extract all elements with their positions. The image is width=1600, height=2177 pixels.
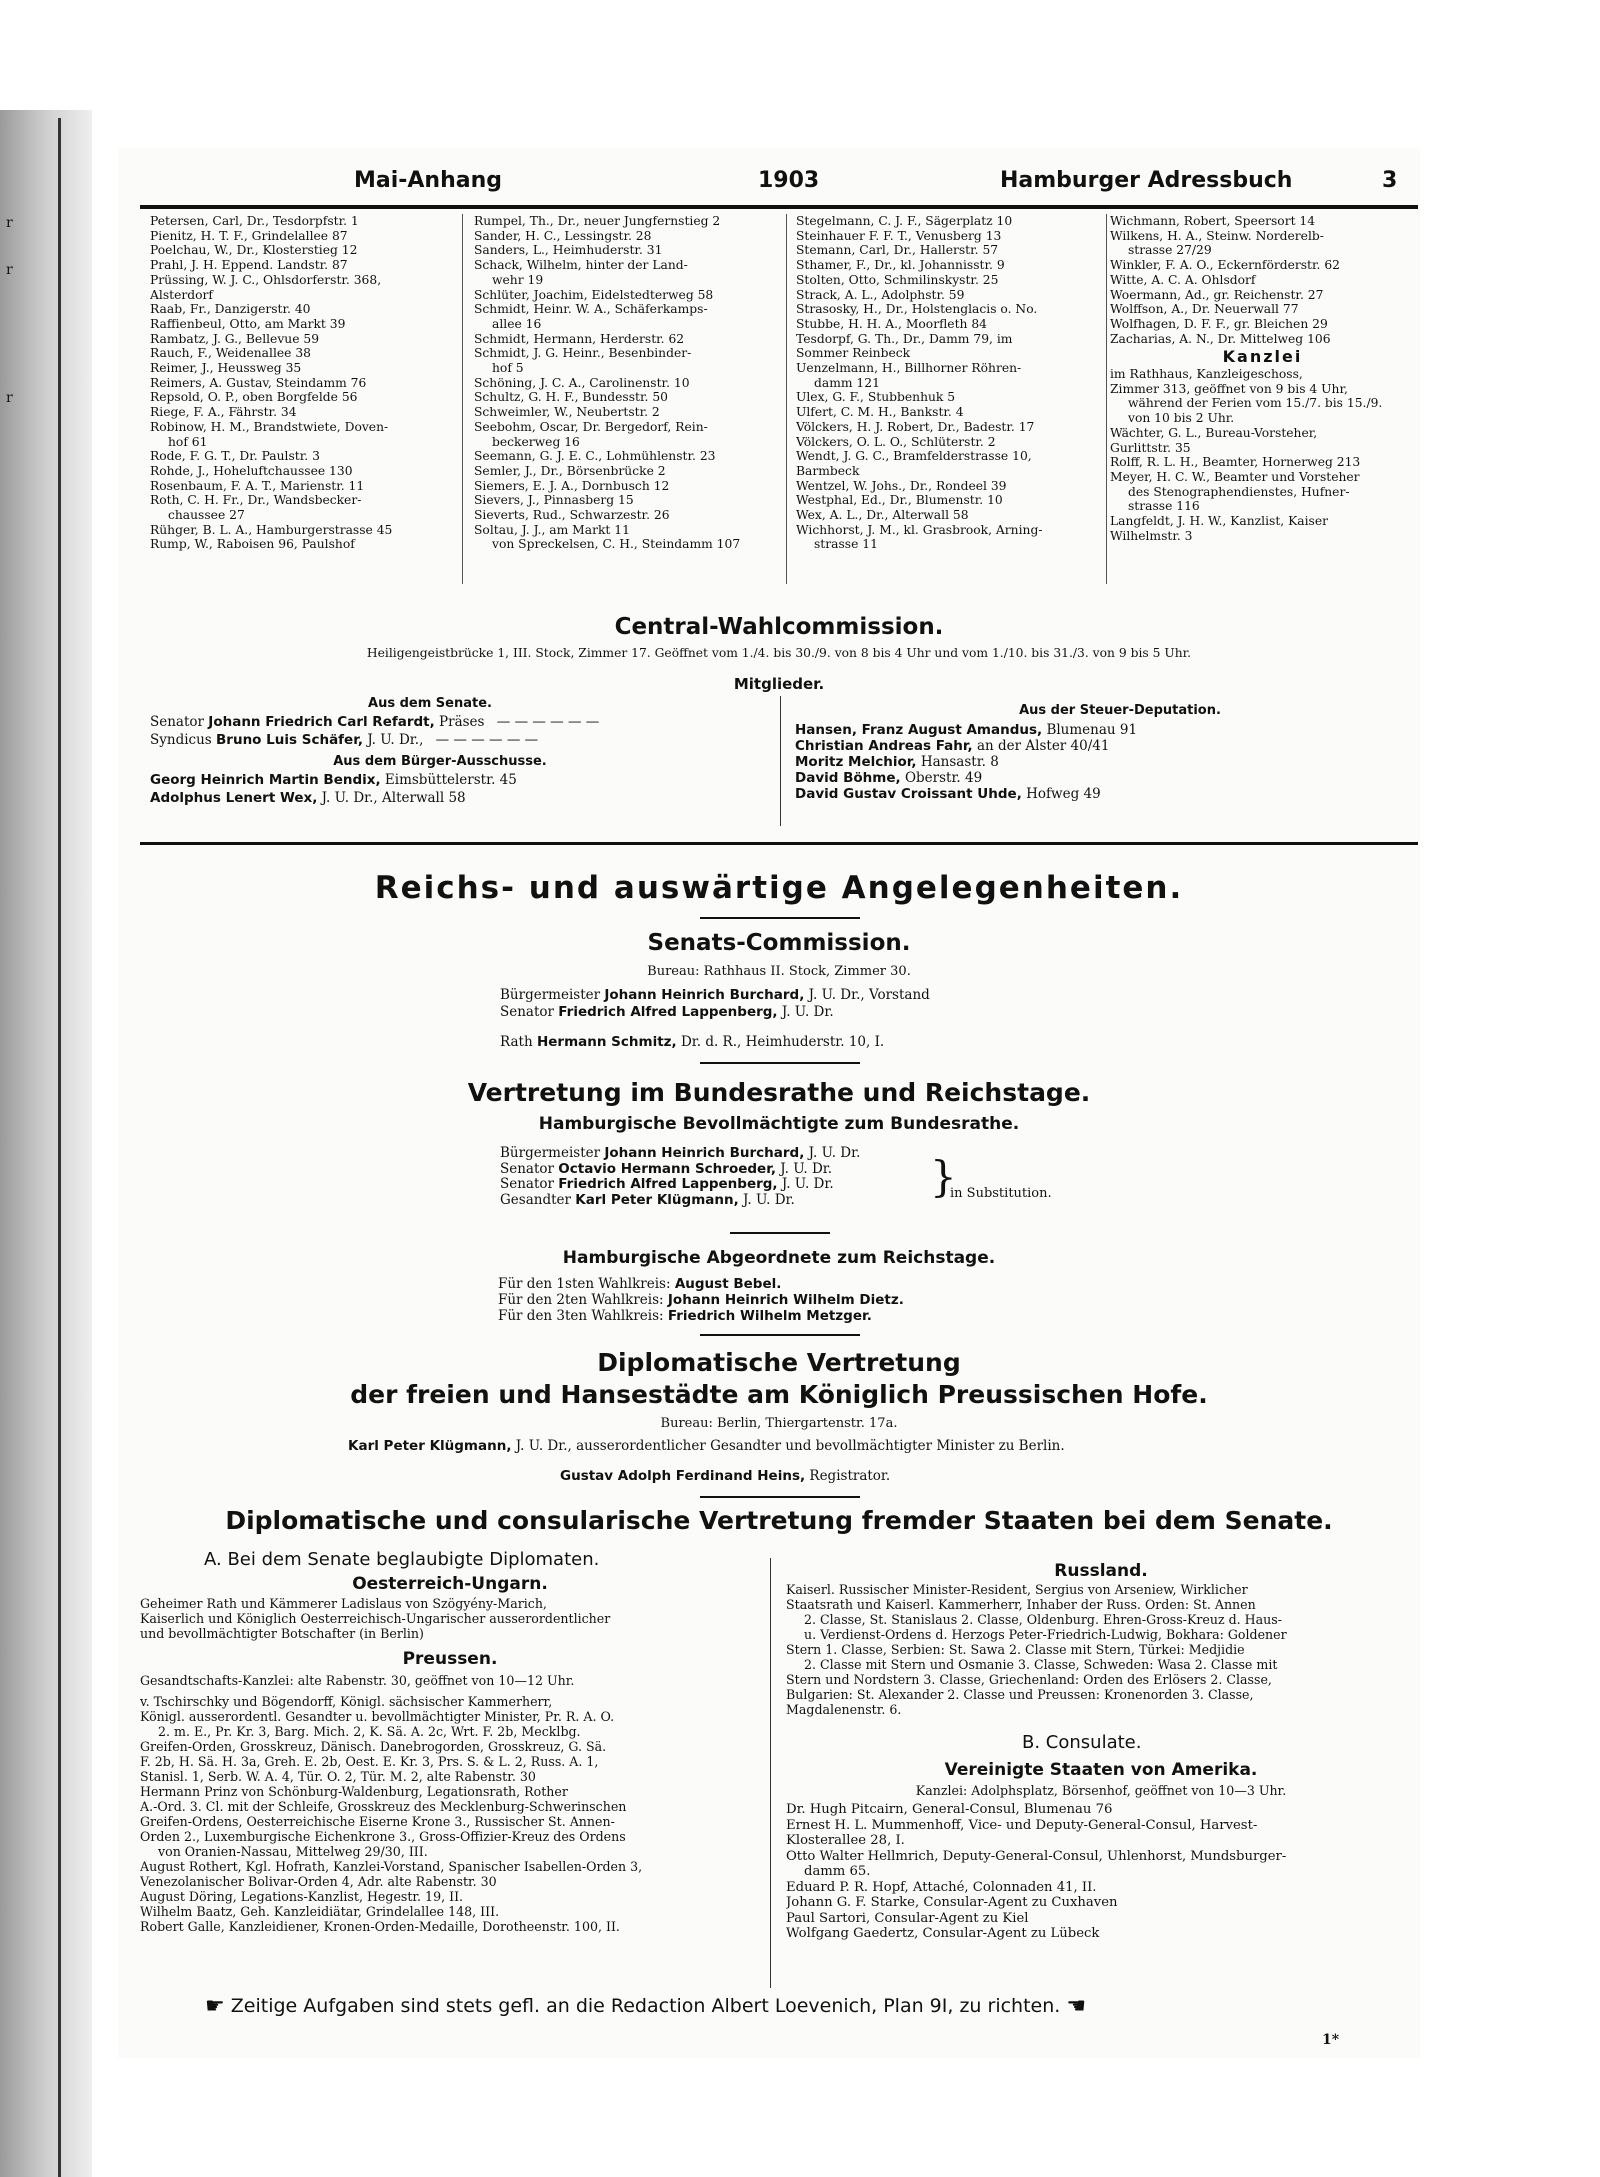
bundesrath-member [500, 1162, 860, 1178]
consular-entry: Klosterallee 28, I. [786, 1833, 905, 1848]
address-entry: Wilkens, H. A., Steinw. Norderelb- [1110, 228, 1324, 243]
address-entry: Riege, F. A., Fährstr. 34 [150, 405, 297, 420]
address-entry: Witte, A. C. A. Ohlsdorf [1110, 272, 1256, 287]
consular-entry: Dr. Hugh Pitcairn, General-Consul, Blumenau 76 [786, 1802, 1113, 1817]
address-entry: Seebohm, Oscar, Dr. Bergedorf, Rein- [474, 419, 708, 434]
address-entry: Prüssing, W. J. C., Ohlsdorferstr. 368, [150, 272, 382, 287]
address-entry: Rump, W., Raboisen 96, Paulshof [150, 537, 355, 552]
member-address: an der Alster 40/41 [976, 738, 1110, 754]
steuer-member [795, 738, 1137, 754]
short-rule [700, 1334, 860, 1336]
address-entry: Gurlittstr. 35 [1110, 440, 1191, 455]
text-line: A.-Ord. 3. Cl. mit der Schleife, Grosskreuz des Mecklenburg-Schwerinschen [140, 1799, 627, 1814]
address-entry: Wolffson, A., Dr. Neuerwall 77 [1110, 302, 1299, 317]
member-name: David Gustav Croissant Uhde, [795, 786, 1022, 802]
member-name: David Böhme, [795, 770, 901, 786]
address-entry: Völckers, O. L. O., Schlüterstr. 2 [796, 434, 996, 449]
buerger-member-2 [150, 790, 466, 806]
steuer-heading: Aus der Steuer-Deputation. [1019, 703, 1221, 718]
address-entry: Uenzelmann, H., Billhorner Röhren- [796, 361, 1022, 376]
address-entry: chaussee 27 [168, 508, 245, 523]
address-entry: Stubbe, H. H. A., Moorfleth 84 [796, 316, 987, 331]
steuer-member [795, 722, 1137, 738]
address-entry: Wolfhagen, D. F. F., gr. Bleichen 29 [1110, 316, 1328, 331]
list-column-2 [474, 214, 774, 552]
reichstag-subtitle: Hamburgische Abgeordnete zum Reichstage. [562, 1248, 996, 1268]
preussen-heading: Preussen. [402, 1649, 498, 1669]
head-rule [140, 205, 1418, 209]
short-rule [700, 1062, 860, 1064]
bundesrath-list [500, 1146, 860, 1208]
address-entry: Rode, F. G. T., Dr. Paulstr. 3 [150, 449, 320, 464]
gutter-fragment-2: r [6, 262, 13, 278]
head-page-number: 3 [1382, 168, 1398, 193]
member-name: Friedrich Alfred Lappenberg, [558, 1004, 778, 1020]
senats-member-1 [500, 987, 930, 1003]
text-line: August Rothert, Kgl. Hofrath, Kanzlei-Vorstand, Spanischer Isabellen-Orden 3, [140, 1859, 643, 1874]
consular-right-column [786, 1560, 1416, 1942]
member-role: Registrator. [809, 1468, 891, 1484]
text-line: Venezolanischer Bolivar-Orden 4, Adr. alte Rabenstr. 30 [140, 1874, 497, 1889]
member-role: J. U. Dr., [367, 732, 424, 748]
member-name: Johann Heinrich Wilhelm Dietz. [667, 1292, 904, 1308]
central-divider [780, 696, 781, 826]
address-entry: Siemers, E. J. A., Dornbusch 12 [474, 478, 670, 493]
list-column-4 [1110, 214, 1415, 543]
address-entry: Wächter, G. L., Bureau-Vorsteher, [1110, 425, 1318, 440]
head-title: Hamburger Adressbuch [1000, 168, 1293, 193]
address-entry: Schmidt, Heinr. W. A., Schäferkamps- [474, 302, 708, 317]
member-role: J. U. Dr. [808, 1145, 861, 1161]
address-entry: Wendt, J. G. C., Bramfelderstrasse 10, [796, 449, 1032, 464]
short-rule [700, 917, 860, 919]
text-line: und bevollmächtigter Botschafter (in Berlin) [140, 1626, 424, 1641]
text-line: Stern und Nordstern 3. Classe, Griechenland: Orden des Erlösers 2. Classe, [786, 1672, 1272, 1687]
list-column-3 [796, 214, 1096, 552]
address-entry: Strack, A. L., Adolphstr. 59 [796, 287, 965, 302]
member-address: Oberstr. 49 [904, 770, 983, 786]
reichs-title: Reichs- und auswärtige Angelegenheiten. [374, 870, 1184, 906]
member-address: Eimsbüttelerstr. 45 [384, 772, 517, 788]
reichstag-list [498, 1276, 904, 1324]
member-name: Hansen, Franz August Amandus, [795, 722, 1043, 738]
binding-gutter [0, 110, 92, 2177]
address-entry: Zimmer 313, geöffnet von 9 bis 4 Uhr, [1110, 381, 1348, 396]
head-year: 1903 [758, 168, 820, 193]
text-line: Hermann Prinz von Schönburg-Waldenburg, Legationsrath, Rother [140, 1784, 568, 1799]
address-entry: Sommer Reinbeck [796, 346, 911, 361]
address-entry: Wichhorst, J. M., kl. Grasbrook, Arning- [796, 522, 1043, 537]
steuer-member [795, 786, 1137, 802]
list-column-1 [150, 214, 450, 552]
address-entry: Barmbeck [796, 463, 860, 478]
address-entry: Stemann, Carl, Dr., Hallerstr. 57 [796, 243, 999, 258]
consular-entry: damm 65. [804, 1864, 871, 1879]
address-entry: Meyer, H. C. W., Beamter und Vorsteher [1110, 469, 1360, 484]
district-label: Für den 2ten Wahlkreis: [498, 1292, 664, 1308]
member-name: Gustav Adolph Ferdinand Heins, [560, 1468, 806, 1484]
address-entry: Strasosky, H., Dr., Holstenglacis o. No. [796, 302, 1038, 317]
district-label: Für den 3ten Wahlkreis: [498, 1308, 664, 1324]
address-entry: Rosenbaum, F. A. T., Marienstr. 11 [150, 478, 365, 493]
text-line: Geheimer Rath und Kämmerer Ladislaus von Szögyény-Marich, [140, 1596, 547, 1611]
member-name: Georg Heinrich Martin Bendix, [150, 772, 381, 788]
text-line: Orden 2., Luxemburgische Eichenkrone 3., Gross-Offizier-Kreuz des Ordens [140, 1829, 626, 1844]
member-name: August Bebel. [674, 1276, 782, 1292]
address-entry: des Stenographendienstes, Hufner- [1128, 484, 1350, 499]
address-entry: Roth, C. H. Fr., Dr., Wandsbecker- [150, 493, 362, 508]
address-entry: im Rathhaus, Kanzleigeschoss, [1110, 367, 1303, 382]
address-entry: Seemann, G. J. E. C., Lohmühlenstr. 23 [474, 449, 716, 464]
member-role: Präses [439, 714, 485, 730]
consular-divider [770, 1558, 771, 1988]
address-entry: Ulex, G. F., Stubbenhuk 5 [796, 390, 956, 405]
member-address: Dr. d. R., Heimhuderstr. 10, I. [680, 1034, 885, 1050]
member-name: Friedrich Alfred Lappenberg, [558, 1176, 778, 1192]
consular-entry: Eduard P. R. Hopf, Attaché, Colonnaden 41, II. [786, 1879, 1097, 1895]
address-entry: Reimers, A. Gustav, Steindamm 76 [150, 375, 367, 390]
text-line: Kaiserl. Russischer Minister-Resident, Sergius von Arseniew, Wirklicher [786, 1582, 1248, 1597]
address-entry: Rauch, F., Weidenallee 38 [150, 346, 311, 361]
diplomatic-title: Diplomatische Vertretung [597, 1348, 961, 1377]
section-b-heading: B. Consulate. [1022, 1732, 1142, 1753]
binding-edge [58, 118, 61, 2177]
address-entry: Rühger, B. L. A., Hamburgerstrasse 45 [150, 522, 393, 537]
text-line: u. Verdienst-Ordens d. Herzogs Peter-Friedrich-Ludwig, Bokhara: Goldener [804, 1627, 1287, 1642]
address-entry: Westphal, Ed., Dr., Blumenstr. 10 [796, 493, 1003, 508]
member-role: J. U. Dr., ausserordentlicher Gesandter und bevollmächtigter Minister zu Berlin. [515, 1438, 1065, 1454]
address-entry: Schmidt, J. G. Heinr., Besenbinder- [474, 346, 692, 361]
member-address: Hofweg 49 [1026, 786, 1101, 802]
member-name: Johann Friedrich Carl Refardt, [208, 714, 435, 730]
address-entry: Schack, Wilhelm, hinter der Land- [474, 258, 688, 273]
title-text: Senator [500, 1004, 554, 1020]
address-entry: Steinhauer F. F. T., Venusberg 13 [796, 228, 1002, 243]
senats-member-2 [500, 1004, 834, 1020]
address-entry: strasse 11 [814, 537, 878, 552]
address-entry: Sander, H. C., Lessingstr. 28 [474, 228, 652, 243]
consular-left-column [140, 1548, 760, 1934]
address-entry: Schultz, G. H. F., Bundesstr. 50 [474, 390, 668, 405]
member-name: Adolphus Lenert Wex, [150, 790, 318, 806]
address-entry: Stolten, Otto, Schmilinskystr. 25 [796, 272, 999, 287]
member-address: Blumenau 91 [1046, 722, 1138, 738]
member-role: J. U. Dr. [781, 1004, 834, 1020]
text-line: Wilhelm Baatz, Geh. Kanzleidiätar, Grindelallee 148, III. [140, 1904, 500, 1919]
text-line: Bulgarien: St. Alexander 2. Classe und Preussen: Kronenorden 3. Classe, [786, 1687, 1254, 1702]
address-entry: Semler, J., Dr., Börsenbrücke 2 [474, 463, 666, 478]
member-address: Hansastr. 8 [920, 754, 999, 770]
bundesrath-member [500, 1146, 860, 1162]
member-role: J. U. Dr., Vorstand [808, 987, 930, 1003]
senats-rath [500, 1034, 884, 1050]
address-entry: Rolff, R. L. H., Beamter, Hornerweg 213 [1110, 455, 1361, 470]
senate-member-1 [150, 714, 599, 730]
member-address: J. U. Dr., Alterwall 58 [321, 790, 466, 806]
text-line: F. 2b, H. Sä. H. 3a, Greh. E. 2b, Oest. E. Kr. 3, Prs. S. & L. 2, Russ. A. 1, [140, 1754, 599, 1769]
consular-title: Diplomatische und consularische Vertretung fremder Staaten bei dem Senate. [225, 1506, 1333, 1535]
brace: } [930, 1152, 957, 1201]
member-name: Friedrich Wilhelm Metzger. [667, 1308, 872, 1324]
address-entry: Sanders, L., Heimhuderstr. 31 [474, 243, 663, 258]
member-role: J. U. Dr. [780, 1160, 833, 1177]
diplomatic-subtitle: der freien und Hansestädte am Königlich Preussischen Hofe. [350, 1380, 1208, 1409]
text-line: August Döring, Legations-Kanzlist, Hegestr. 19, II. [140, 1889, 464, 1904]
address-entry: Wichmann, Robert, Speersort 14 [1110, 214, 1316, 228]
consular-entry: Ernest H. L. Mummenhoff, Vice- und Deputy-General-Consul, Harvest- [786, 1817, 1258, 1833]
central-title: Central-Wahlcommission. [614, 614, 944, 640]
dash-rule: — — — — — — [435, 732, 539, 748]
address-entry: Rambatz, J. G., Bellevue 59 [150, 331, 320, 346]
address-entry: Schlüter, Joachim, Eidelstedterweg 58 [474, 287, 714, 302]
address-entry: Rohde, J., Hoheluftchaussee 130 [150, 463, 353, 478]
address-entry: Sthamer, F., Dr., kl. Johannisstr. 9 [796, 258, 1005, 273]
address-entry: Stegelmann, C. J. F., Sägerplatz 10 [796, 214, 1013, 228]
senate-member-2 [150, 732, 538, 748]
steuer-member [795, 754, 1137, 770]
bundesrath-member [500, 1193, 860, 1209]
short-rule [700, 1496, 860, 1498]
short-rule [730, 1232, 830, 1234]
member-name: Christian Andreas Fahr, [795, 738, 973, 754]
address-entry: von 10 bis 2 Uhr. [1128, 411, 1235, 426]
consular-entry: Otto Walter Hellmrich, Deputy-General-Consul, Uhlenhorst, Mundsburger- [786, 1848, 1287, 1864]
address-entry: Sievers, J., Pinnasberg 15 [474, 493, 634, 508]
footer-notice [205, 1994, 1405, 2019]
gutter-fragment-1: r [6, 215, 13, 231]
address-entry: Robinow, H. M., Brandstwiete, Doven- [150, 419, 389, 434]
senate-heading: Aus dem Senate. [368, 696, 492, 711]
address-entry: Wex, A. L., Dr., Alterwall 58 [796, 508, 969, 523]
member-name: Karl Peter Klügmann, [575, 1191, 739, 1208]
text-line: Stern 1. Classe, Serbien: St. Sawa 2. Classe mit Stern, Türkei: Medjidie [786, 1642, 1245, 1657]
kanzlei-heading: Kanzlei [1222, 350, 1303, 366]
address-entry: Raffienbeul, Otto, am Markt 39 [150, 316, 346, 331]
address-entry: allee 16 [492, 316, 542, 331]
text-line: Kaiserlich und Königlich Oesterreichisch-Ungarischer ausserordentlicher [140, 1611, 611, 1626]
title-text: Rath [500, 1034, 533, 1050]
address-entry: wehr 19 [492, 272, 544, 287]
address-entry: Woermann, Ad., gr. Reichenstr. 27 [1110, 287, 1324, 302]
text-line: v. Tschirschky und Bögendorff, Königl. sächsischer Kammerherr, [140, 1694, 553, 1709]
running-head [140, 168, 1410, 198]
members-heading: Mitglieder. [733, 675, 825, 693]
title-text: Senator [500, 1160, 554, 1177]
diplomatic-envoy [348, 1438, 1065, 1454]
member-name: Bruno Luis Schäfer, [216, 732, 364, 748]
member-name: Hermann Schmitz, [536, 1034, 677, 1050]
member-role: J. U. Dr. [743, 1191, 795, 1208]
text-line: Greifen-Ordens, Oesterreichische Eiserne Krone 3., Russischer St. Annen- [140, 1814, 615, 1829]
substitution-note: in Substitution. [950, 1186, 1052, 1201]
address-entry: während der Ferien vom 15./7. bis 15./9. [1128, 396, 1383, 411]
diplomatic-registrar [560, 1468, 890, 1484]
address-entry: hof 5 [492, 361, 524, 376]
address-entry: Ulfert, C. M. H., Bankstr. 4 [796, 405, 964, 420]
address-entry: Reimer, J., Heussweg 35 [150, 361, 302, 376]
column-divider [1106, 214, 1107, 584]
printer-signature: 1* [1322, 2032, 1340, 2048]
russland-heading: Russland. [1054, 1561, 1148, 1581]
address-entry: Winkler, F. A. O., Eckernförderstr. 62 [1110, 258, 1340, 273]
bundesrath-title: Vertretung im Bundesrathe und Reichstage. [467, 1078, 1091, 1107]
address-entry: Pienitz, H. T. F., Grindelallee 87 [150, 228, 348, 243]
address-entry: strasse 116 [1128, 499, 1200, 514]
reichstag-member [498, 1276, 904, 1292]
text-line: Königl. ausserordentl. Gesandter u. bevollmächtigter Minister, Pr. R. A. O. [140, 1709, 615, 1724]
pointing-hand-right-icon: ☚ [1066, 1994, 1087, 2019]
reichstag-member [498, 1292, 904, 1308]
head-section: Mai-Anhang [354, 168, 503, 193]
title-text: Syndicus [150, 732, 212, 748]
title-text: Bürgermeister [500, 1145, 601, 1161]
address-entry: Wilhelmstr. 3 [1110, 528, 1193, 543]
text-line: Stanisl. 1, Serb. W. A. 4, Tür. O. 2, Tür. M. 2, alte Rabenstr. 30 [140, 1769, 536, 1784]
text-line: Robert Galle, Kanzleidiener, Kronen-Orden-Medaille, Dorotheenstr. 100, II. [140, 1919, 620, 1934]
member-name: Karl Peter Klügmann, [348, 1438, 512, 1454]
title-text: Senator [150, 714, 204, 730]
text-line: Greifen-Orden, Grosskreuz, Dänisch. Danebrogorden, Grosskreuz, G. Sä. [140, 1739, 607, 1754]
member-name: Johann Heinrich Burchard, [604, 1145, 805, 1161]
text-line: 2. Classe, St. Stanislaus 2. Classe, Oldenburg. Ehren-Gross-Kreuz d. Haus- [804, 1612, 1283, 1627]
address-entry: hof 61 [168, 434, 208, 449]
oesterreich-heading: Oesterreich-Ungarn. [352, 1574, 548, 1594]
district-label: Für den 1sten Wahlkreis: [498, 1276, 671, 1292]
section-a-heading: A. Bei dem Senate beglaubigte Diplomaten. [204, 1549, 600, 1570]
address-entry: Schöning, J. C. A., Carolinenstr. 10 [474, 375, 690, 390]
address-entry: Poelchau, W., Dr., Klosterstieg 12 [150, 243, 358, 258]
member-role: J. U. Dr. [781, 1176, 834, 1192]
senats-bureau: Bureau: Rathhaus II. Stock, Zimmer 30. [647, 964, 911, 979]
address-entry: Prahl, J. H. Eppend. Landstr. 87 [150, 258, 348, 273]
consular-entry: Wolfgang Gaedertz, Consular-Agent zu Lübeck [786, 1926, 1100, 1941]
member-name: Moritz Melchior, [795, 754, 917, 770]
address-entry: Petersen, Carl, Dr., Tesdorpfstr. 1 [150, 214, 359, 228]
address-entry: Rumpel, Th., Dr., neuer Jungfernstieg 2 [474, 214, 721, 228]
address-entry: Repsold, O. P., oben Borgfelde 56 [150, 390, 358, 405]
member-name: Octavio Hermann Schroeder, [558, 1160, 776, 1177]
address-entry: strasse 27/29 [1128, 243, 1212, 258]
address-entry: Sieverts, Rud., Schwarzestr. 26 [474, 508, 670, 523]
address-entry: Langfeldt, J. H. W., Kanzlist, Kaiser [1110, 514, 1328, 529]
steuer-list [795, 722, 1137, 802]
dash-rule: — — — — — — [496, 714, 600, 730]
address-entry: von Spreckelsen, C. H., Steindamm 107 [492, 537, 741, 552]
text-line: 2. Classe mit Stern und Osmanie 3. Classe, Schweden: Wasa 2. Classe mit [804, 1657, 1278, 1672]
buerger-heading: Aus dem Bürger-Ausschusse. [333, 754, 547, 769]
diplomatic-bureau: Bureau: Berlin, Thiergartenstr. 17a. [660, 1416, 898, 1431]
address-entry: Völckers, H. J. Robert, Dr., Badestr. 17 [796, 419, 1035, 434]
address-entry: Alsterdorf [150, 287, 213, 302]
usa-heading: Vereinigte Staaten von Amerika. [944, 1760, 1258, 1780]
text-line: von Oranien-Nassau, Mittelweg 29/30, III. [158, 1844, 428, 1859]
title-text: Gesandter [500, 1191, 571, 1208]
address-entry: damm 121 [814, 375, 880, 390]
usa-kanzlei: Kanzlei: Adolphsplatz, Börsenhof, geöffnet von 10—3 Uhr. [915, 1783, 1287, 1798]
address-entry: Zacharias, A. N., Dr. Mittelweg 106 [1110, 331, 1331, 346]
text-line: Staatsrath und Kaiserl. Kammerherr, Inhaber der Russ. Orden: St. Annen [786, 1597, 1256, 1612]
column-divider [462, 214, 463, 584]
footer-text: Zeitige Aufgaben sind stets gefl. an die Redaction Albert Loevenich, Plan 9I, zu richten. [230, 1995, 1061, 2017]
text-line: Magdalenenstr. 6. [786, 1702, 902, 1717]
consular-entry: Johann G. F. Starke, Consular-Agent zu Cuxhaven [786, 1895, 1118, 1910]
buerger-member-1 [150, 772, 517, 788]
member-name: Johann Heinrich Burchard, [604, 987, 805, 1003]
address-entry: Tesdorpf, G. Th., Dr., Damm 79, im [796, 331, 1013, 346]
gutter-fragment-3: r [6, 390, 13, 406]
steuer-member [795, 770, 1137, 786]
column-divider [786, 214, 787, 584]
address-entry: Schmidt, Hermann, Herderstr. 62 [474, 331, 685, 346]
text-line: 2. m. E., Pr. Kr. 3, Barg. Mich. 2, K. Sä. A. 2c, Wrt. F. 2b, Mecklbg. [158, 1724, 581, 1739]
preussen-kanzlei: Gesandtschafts-Kanzlei: alte Rabenstr. 30, geöffnet von 10—12 Uhr. [140, 1673, 575, 1688]
bundesrath-member [500, 1177, 860, 1193]
bundesrath-subtitle: Hamburgische Bevollmächtigte zum Bundesrathe. [538, 1114, 1020, 1134]
address-entry: Wentzel, W. Johs., Dr., Rondeel 39 [796, 478, 1007, 493]
address-entry: Soltau, J. J., am Markt 11 [474, 522, 630, 537]
address-entry: Schweimler, W., Neubertstr. 2 [474, 405, 660, 420]
address-entry: Raab, Fr., Danzigerstr. 40 [150, 302, 311, 317]
title-text: Senator [500, 1176, 554, 1192]
reichstag-member [498, 1308, 904, 1324]
section-rule [140, 842, 1418, 845]
title-text: Bürgermeister [500, 987, 601, 1003]
consular-entry: Paul Sartori, Consular-Agent zu Kiel [786, 1910, 1029, 1926]
central-address: Heiligengeistbrücke 1, III. Stock, Zimmer 17. Geöffnet vom 1./4. bis 30./9. von 8 bis 4 Uhr und vom 1./10. bis 31./3. von 9 bis 5 Uhr. [366, 646, 1192, 660]
address-entry: beckerweg 16 [492, 434, 580, 449]
senats-title: Senats-Commission. [647, 930, 911, 956]
pointing-hand-left-icon: ☛ [205, 1994, 225, 2019]
